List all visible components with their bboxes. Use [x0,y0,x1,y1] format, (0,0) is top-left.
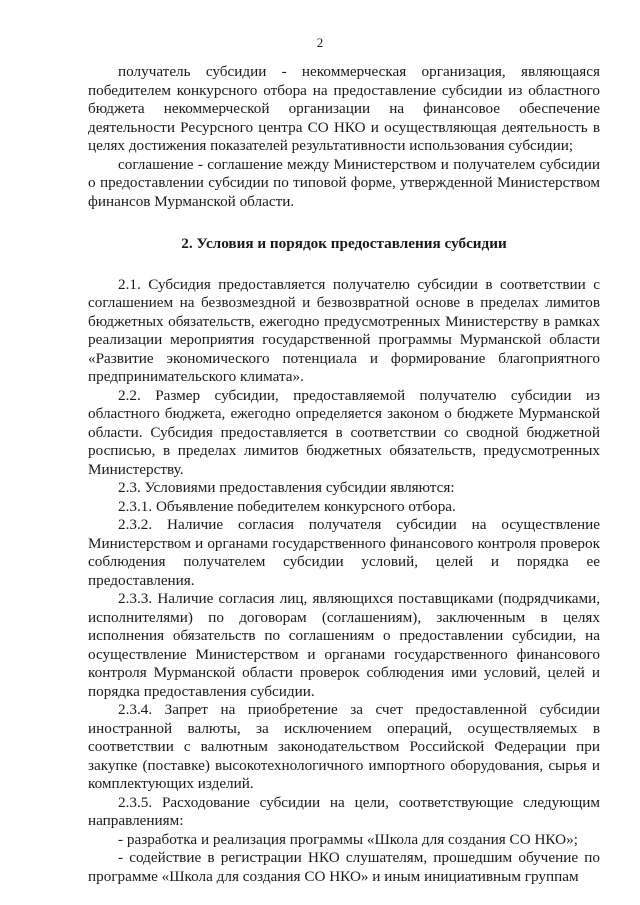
section-title: 2. Условия и порядок предоставления субсидии [181,235,507,252]
paragraph-2-1: 2.1. Субсидия предоставляется получателю субсидии в соответствии с соглашением на безвозмездной и безвозвратной основе в пределах лимитов бюджетных обязательств, ежегодно предусмотренных Министерству в рамках реализации мероприятия государственной программы Мурманской области «Развитие экономического потенциала и формирование благоприятного предпринимательского климата». [88,275,600,385]
document-body [88,63,600,886]
paragraph-2-3-2: 2.3.2. Наличие согласия получателя субсидии на осуществление Министерством и органами государственного финансового контроля проверок соблюдения получателем субсидии условий, целей и порядка ее предоставления. [88,516,600,589]
paragraph-2-3-1: 2.3.1. Объявление победителем конкурсного отбора. [118,497,456,515]
paragraph-agreement-definition: соглашение - соглашение между Министерством и получателем субсидии о предоставлении субсидии по типовой форме, утвержденной Министерством финансов Мурманской области. [88,155,600,210]
list-item-program: - разработка и реализация программы «Школа для создания СО НКО»; [118,830,578,848]
page-number: 2 [316,35,324,50]
paragraph-2-2: 2.2. Размер субсидии, предоставляемой получателю субсидии из областного бюджета, ежегодно определяется законом о бюджете Мурманской области. Субсидия предоставляется в соответствии со сводной бюджетной росписью, в пределах лимитов бюджетных обязательств, предусмотренных Министерству. [88,386,600,478]
list-item-registration: - содействие в регистрации НКО слушателям, прошедшим обучение по программе «Школа для создания СО НКО» и иным инициативным группам [88,849,600,885]
paragraph-2-3-5: 2.3.5. Расходование субсидии на цели, соответствующие следующим направлениям: [88,793,600,829]
paragraph-2-3: 2.3. Условиями предоставления субсидии являются: [118,479,455,496]
paragraph-2-3-3: 2.3.3. Наличие согласия лиц, являющихся поставщиками (подрядчиками, исполнителями) по договорам (соглашениям), заключенным в целях исполнения обязательств по соглашениям о предоставлении субсидии, на осуществление Министерством и органами государственного финансового контроля Мурманской области проверок соблюдения ими условий, целей и порядка предоставления субсидии. [88,590,600,700]
paragraph-recipient-definition: получатель субсидии - некоммерческая организация, являющаяся победителем конкурсного отбора на предоставление субсидии из областного бюджета некоммерческой организации на финансовое обеспечение деятельности Ресурсного центра СО НКО и осуществляющая деятельность в целях достижения показателей результативности использования субсидии; [88,63,600,154]
paragraph-2-3-4: 2.3.4. Запрет на приобретение за счет предоставленной субсидии иностранной валюты, за исключением операций, осуществляемых в соответствии с валютным законодательством Российской Федерации при закупке (поставке) высокотехнологичного импортного оборудования, сырья и комплектующих изделий. [88,701,600,792]
